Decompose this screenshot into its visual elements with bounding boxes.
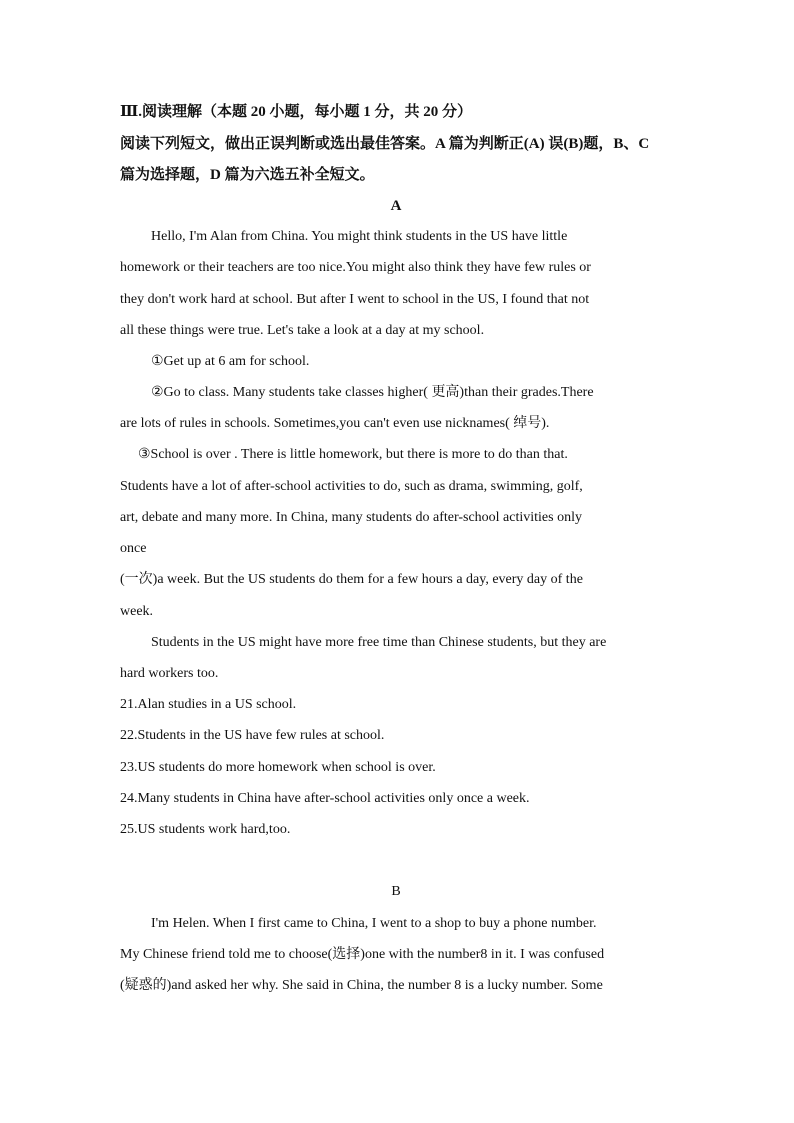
question-item: 22.Students in the US have few rules at school. [120,728,385,743]
passage-b-line: (疑惑的)and asked her why. She said in China, the number 8 is a lucky number. Some [120,978,603,993]
passage-a-line: they don't work hard at school. But after I went to school in the US, I found that not [120,292,590,307]
question-item: 24.Many students in China have after-school activities only once a week. [120,791,530,806]
passage-a-line: homework or their teachers are too nice.You might also think they have few rules or [120,260,591,275]
question-item: 21.Alan studies in a US school. [120,697,297,712]
question-item: 25.US students work hard,too. [120,822,291,837]
passage-a-line: once [120,541,147,556]
passage-a-line: Students have a lot of after-school activities to do, such as drama, swimming, golf, [120,479,583,494]
section-title: Ⅲ.阅读理解（本题 20 小题，每小题 1 分，共 20 分） [120,104,473,120]
passage-a-line: all these things were true. Let's take a look at a day at my school. [120,323,485,338]
passage-a-heading: A [390,198,402,214]
passage-b-heading: B [391,884,401,899]
instruction-line: 篇为选择题，D 篇为六选五补全短文。 [120,167,375,183]
passage-a-step: ①Get up at 6 am for school. [151,354,310,369]
passage-b-line: My Chinese friend told me to choose(选择)one with the number8 in it. I was confused [120,947,605,962]
passage-a-line: art, debate and many more. In China, many students do after-school activities only [120,510,582,525]
passage-a-line: are lots of rules in schools. Sometimes,you can't even use nicknames( 绰号). [120,416,550,431]
instruction-line: 阅读下列短文，做出正误判断或选出最佳答案。A 篇为判断正(A) 误(B)题，B、C [120,136,650,152]
passage-a-line: hard workers too. [120,666,219,681]
passage-a-line: Hello, I'm Alan from China. You might think students in the US have little [151,229,568,244]
passage-a-step: ③School is over . There is little homework, but there is more to do than that. [138,447,568,462]
passage-a-line: week. [120,604,154,619]
passage-a-line: Students in the US might have more free time than Chinese students, but they are [151,635,607,650]
question-item: 23.US students do more homework when school is over. [120,760,436,775]
passage-b-line: I'm Helen. When I first came to China, I went to a shop to buy a phone number. [151,916,597,931]
passage-a-line: (一次)a week. But the US students do them for a few hours a day, every day of the [120,572,583,587]
passage-a-step: ②Go to class. Many students take classes higher( 更高)than their grades.There [151,385,594,400]
